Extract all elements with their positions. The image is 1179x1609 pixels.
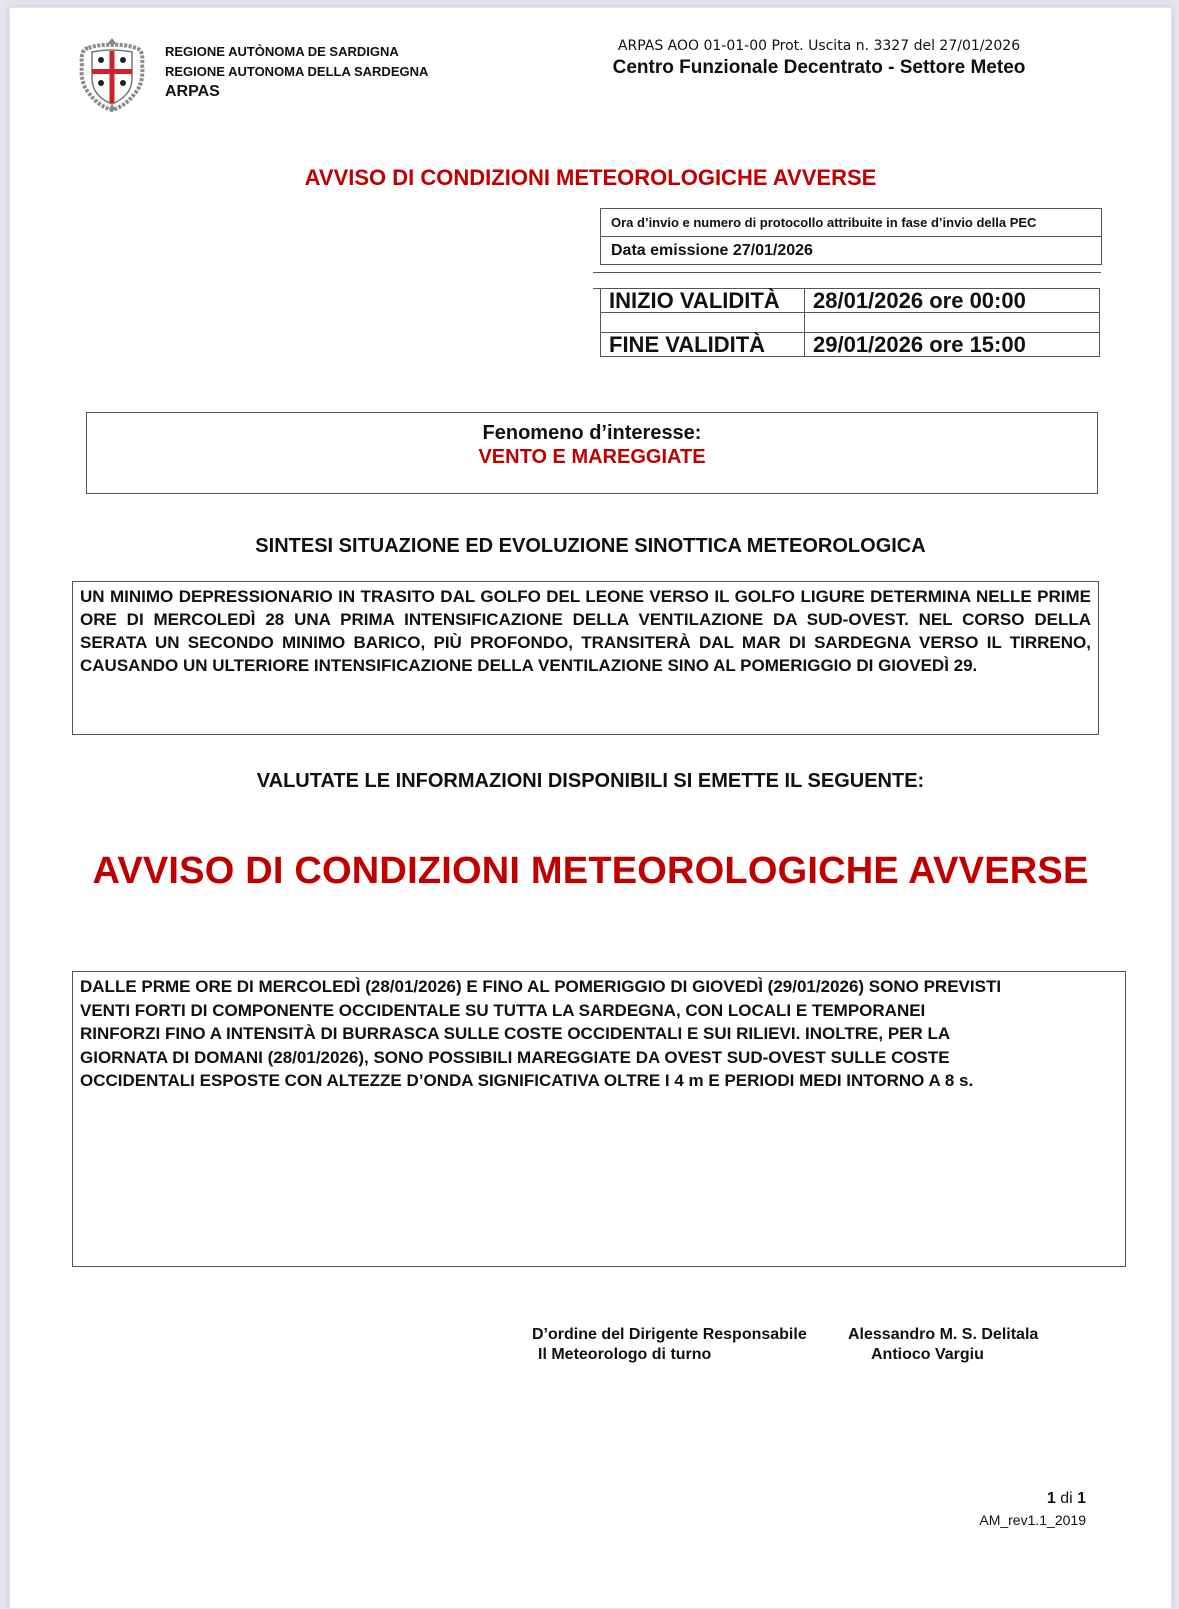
pec-info-box xyxy=(600,208,1102,265)
department-name: Centro Funzionale Decentrato - Settore Meteo xyxy=(612,57,1026,78)
signature-role-director: D’ordine del Dirigente Responsabile xyxy=(532,1326,807,1343)
synopsis-text: UN MINIMO DEPRESSIONARIO IN TRASITO DAL GOLFO DEL LEONE VERSO IL GOLFO LIGURE DETERMINA NELLE PRIME ORE DI MERCOLEDÌ 28 UNA PRIMA INTENSIFICAZIONE DELLA VENTILAZIONE DA SUD-OVEST. NEL CORSO DELLA SERATA UN SECONDO MINIMO BARICO, PIÙ PROFONDO, TRANSITERÀ DAL MAR DI SARDEGNA VERSO IL TIRRENO, CAUSANDO UN ULTERIORE INTENSIFICAZIONE DELLA VENTILAZIONE SINO AL POMERIGGIO DI GIOVEDÌ 29. xyxy=(80,587,1091,675)
emission-date: Data emissione 27/01/2026 xyxy=(611,242,813,259)
synopsis-heading: SINTESI SITUAZIONE ED EVOLUZIONE SINOTTICA METEOROLOGICA xyxy=(255,535,926,557)
phenomenon-value: VENTO E MAREGGIATE xyxy=(478,446,706,468)
document-page xyxy=(9,7,1172,1609)
signature-roles xyxy=(532,1325,807,1365)
warning-box xyxy=(72,971,1126,1267)
warning-line: RINFORZI FINO A INTENSITÀ DI BURRASCA SULLE COSTE OCCIDENTALI E SUI RILIEVI. INOLTRE, PER LA xyxy=(80,1024,951,1043)
document-title: AVVISO DI CONDIZIONI METEOROLOGICHE AVVERSE xyxy=(304,165,877,190)
phenomenon-label: Fenomeno d’interesse: xyxy=(482,422,702,444)
sardinia-coat-of-arms-icon xyxy=(78,34,146,114)
warning-line: DALLE PRME ORE DI MERCOLEDÌ (28/01/2026) E FINO AL POMERIGGIO DI GIOVEDÌ (29/01/2026) SONO PREVISTI xyxy=(80,977,1002,996)
validity-end-value: 29/01/2026 ore 15:00 xyxy=(805,333,1100,357)
validity-start-value: 28/01/2026 ore 00:00 xyxy=(805,289,1100,313)
warning-title: AVVISO DI CONDIZIONI METEOROLOGICHE AVVERSE xyxy=(92,850,1089,892)
divider xyxy=(593,272,1101,273)
warning-line: VENTI FORTI DI COMPONENTE OCCIDENTALE SU TUTTA LA SARDEGNA, CON LOCALI E TEMPORANEI xyxy=(80,1000,926,1020)
warning-line: GIORNATA DI DOMANI (28/01/2026), SONO POSSIBILI MAREGGIATE DA OVEST SUD-OVEST SULLE COSTE xyxy=(80,1047,950,1067)
evaluation-statement: VALUTATE LE INFORMAZIONI DISPONIBILI SI EMETTE IL SEGUENTE: xyxy=(256,770,925,792)
organization-name xyxy=(165,42,428,101)
page-number xyxy=(970,1490,1086,1508)
signature-name-director: Alessandro M. S. Delitala xyxy=(848,1326,1039,1343)
validity-start-row xyxy=(601,289,1100,313)
empty-cell xyxy=(805,313,1100,333)
validity-end-label: FINE VALIDITÀ xyxy=(601,333,805,357)
org-line-italian: REGIONE AUTONOMA DELLA SARDEGNA xyxy=(165,64,429,79)
page-current: 1 xyxy=(1046,1490,1056,1507)
validity-end-row xyxy=(601,333,1100,357)
signature-name-meteorologist: Antioco Vargiu xyxy=(871,1346,984,1363)
validity-start-label: INIZIO VALIDITÀ xyxy=(601,289,805,313)
warning-line: OCCIDENTALI ESPOSTE CON ALTEZZE D’ONDA SIGNIFICATIVA OLTRE I 4 m E PERIODI MEDI INTORNO A 8 s. xyxy=(80,1071,974,1090)
phenomenon-box xyxy=(86,412,1098,494)
validity-spacer-row xyxy=(601,313,1100,333)
page-total: 1 xyxy=(1077,1490,1086,1507)
org-line-arpas: ARPAS xyxy=(165,83,220,100)
signature-names xyxy=(848,1325,1038,1365)
pec-note: Ora d’invio e numero di protocollo attribuite in fase d’invio della PEC xyxy=(601,209,1101,237)
synopsis-box xyxy=(72,581,1099,735)
empty-cell xyxy=(601,313,805,333)
warning-text xyxy=(73,972,1125,1096)
validity-table xyxy=(600,288,1100,357)
protocol-number: ARPAS AOO 01-01-00 Prot. Uscita n. 3327 del 27/01/2026 xyxy=(617,38,1021,54)
form-revision: AM_rev1.1_2019 xyxy=(979,1512,1086,1528)
org-line-sardinian: REGIONE AUTÒNOMA DE SARDIGNA xyxy=(165,44,399,59)
page-separator: di xyxy=(1060,1490,1073,1507)
signature-role-meteorologist: Il Meteorologo di turno xyxy=(538,1346,712,1363)
